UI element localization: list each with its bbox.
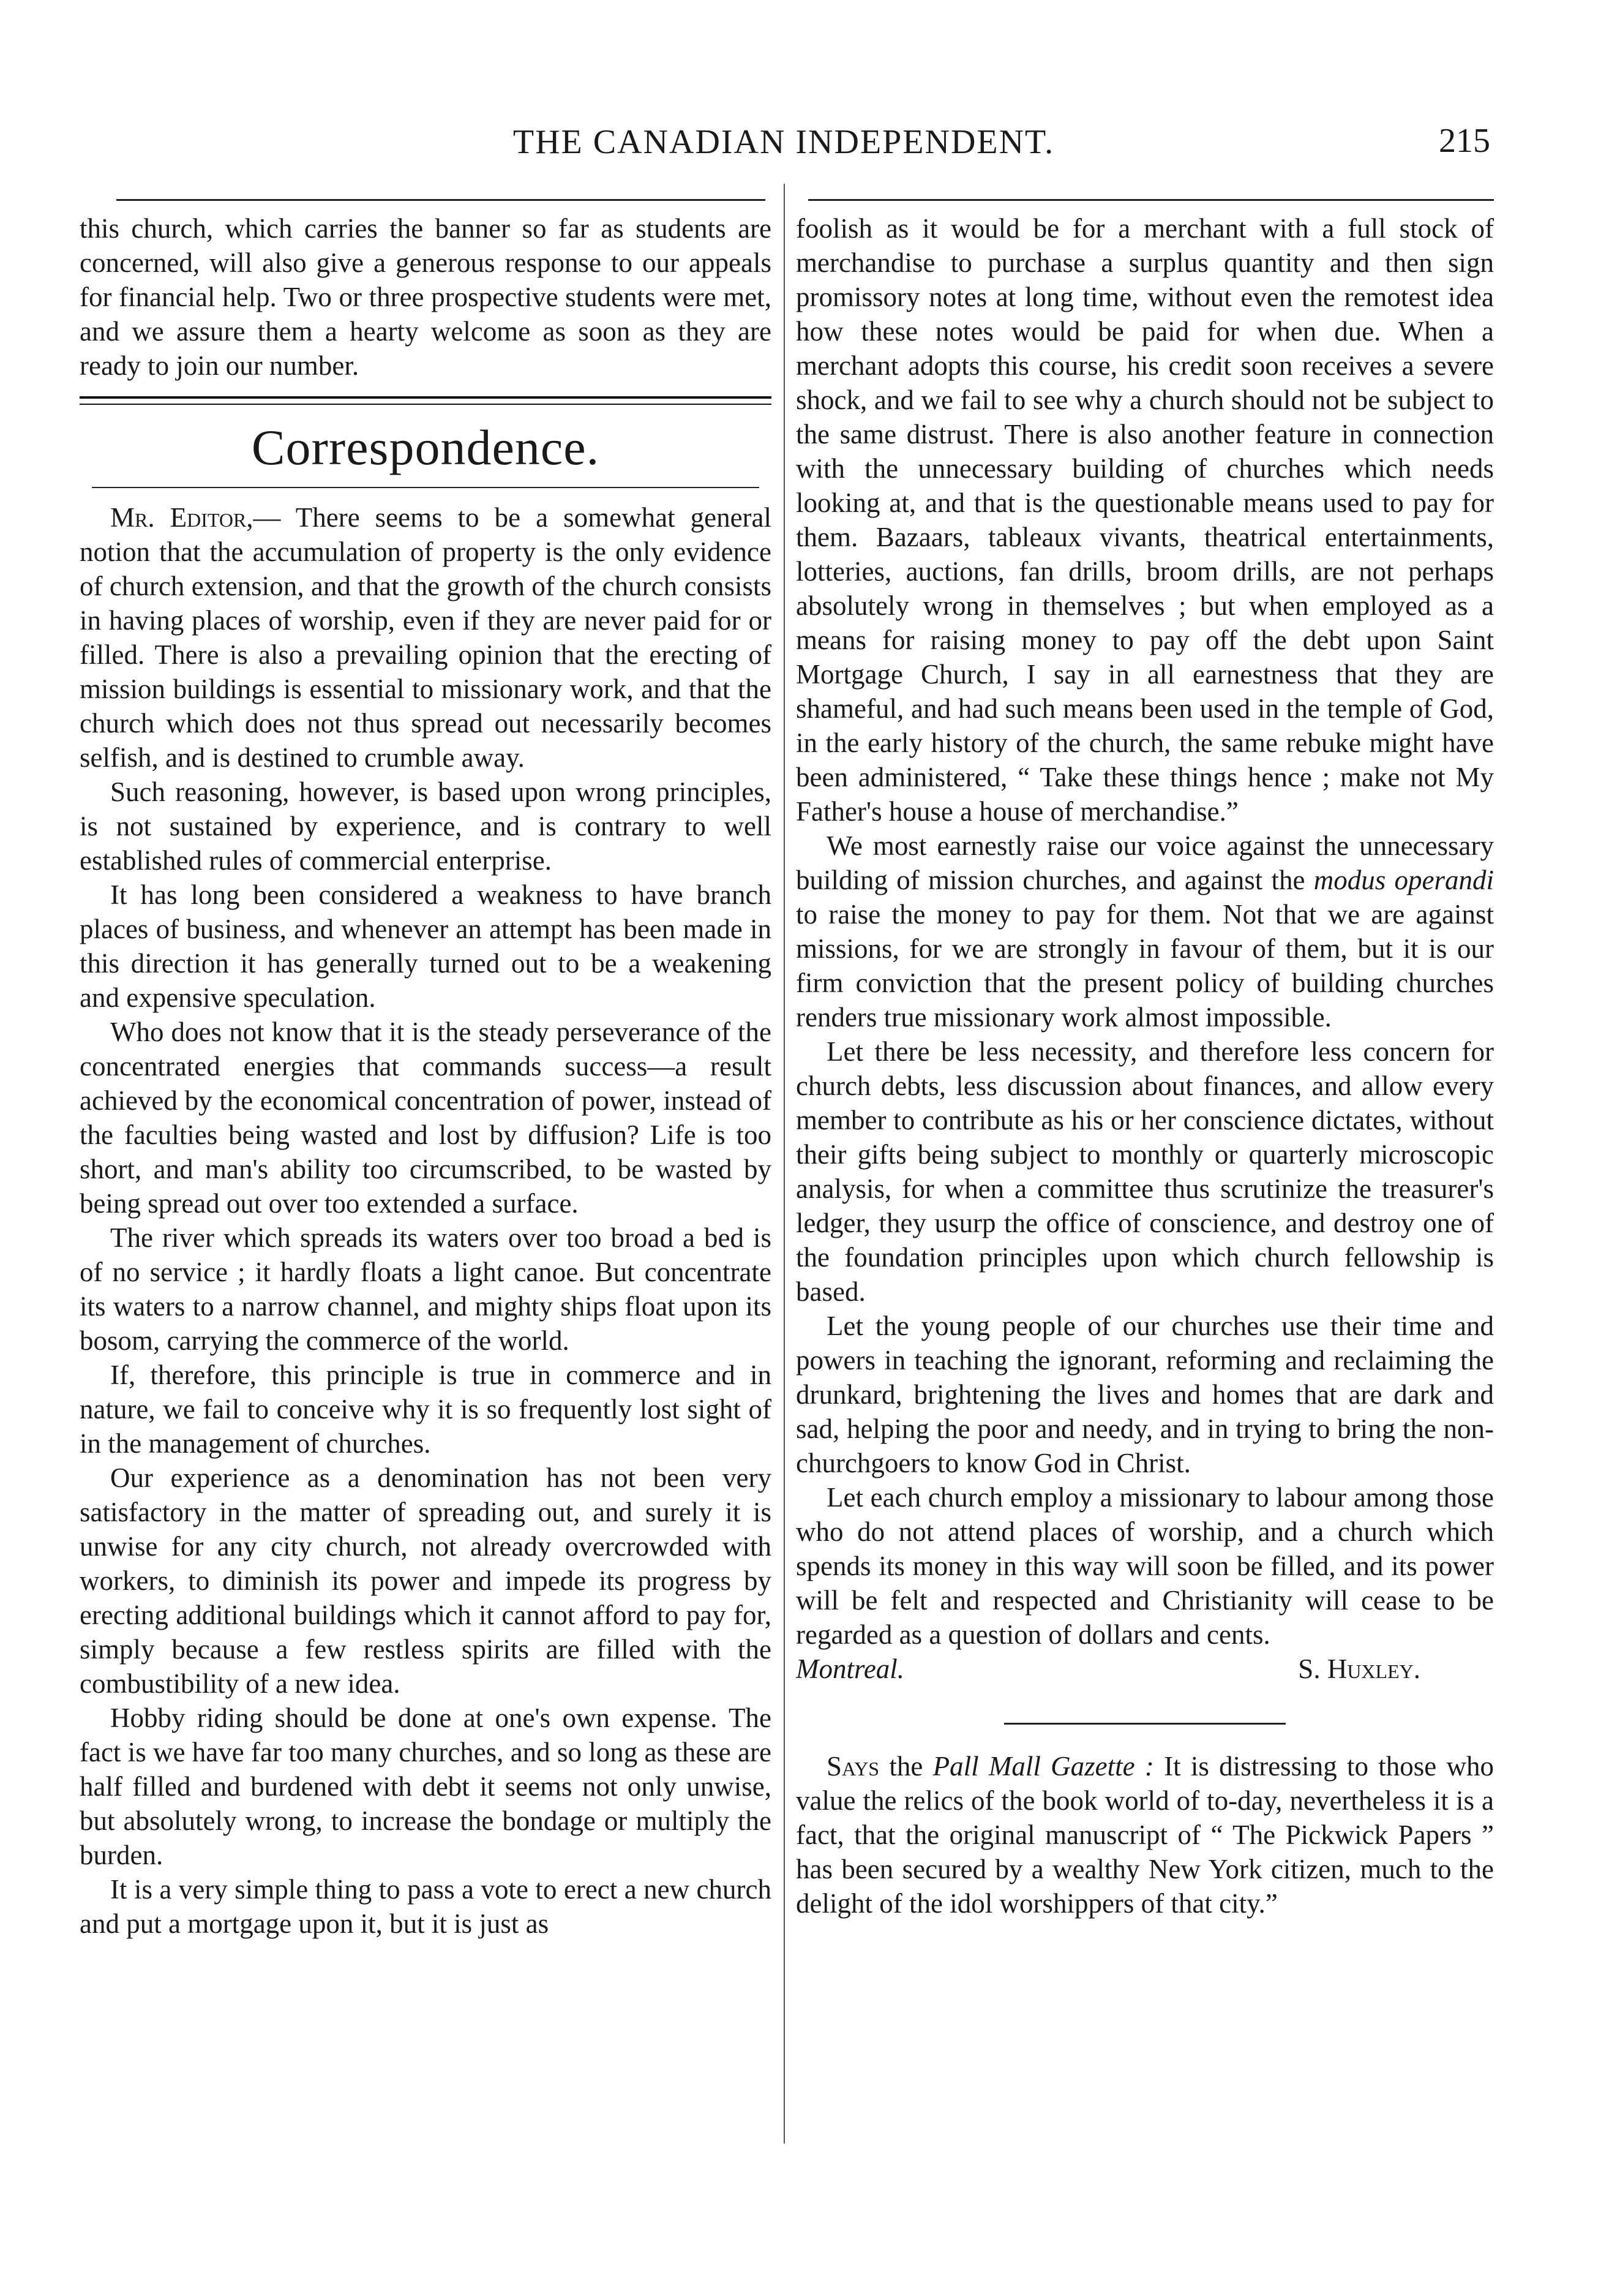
separator-rule xyxy=(1004,1723,1286,1725)
letter-paragraph-3: It has long been considered a weakness to have branch places of business, and whenever an attempt has been made in this direction it has generally turned out to be a weakening and expensive speculation. xyxy=(80,879,771,1013)
letter-paragraph-8: Hobby riding should be done at one's own expense. The fact is we have far too many churches, and so long as these are half filled and burdened with debt it seems not only unwise, but absolutely wrong, to increase the bondage or multiply the burden. xyxy=(80,1703,771,1870)
intro-paragraph: this church, which carries the banner so far as students are concerned, will also give a generous response to our appeals for financial help. Two or three prospective students were met, and we assure them a hearty welcome as soon as they are ready to join our number. xyxy=(80,213,771,381)
paragraph-missions-text-b: to raise the money to pay for them. Not that we are against missions, for we are strongly in favour of them, but it is our firm conviction that the present policy of building churches renders true missionary work almost impossible. xyxy=(796,899,1494,1033)
top-rule-right xyxy=(808,199,1494,201)
section-title: Correspondence. xyxy=(251,420,600,475)
letter-paragraph-5: The river which spreads its waters over too broad a bed is of no service ; it hardly floats a light canoe. But concentrate its waters to a narrow channel, and mighty ships float upon its bosom, carrying the commerce of the world. xyxy=(80,1222,771,1356)
section-double-rule xyxy=(80,396,771,405)
says-the: the xyxy=(879,1751,933,1782)
continued-paragraph: foolish as it would be for a merchant with a full stock of merchandise to purchase a surplus quantity and then sign promissory notes at long time, without even the remotest idea how these notes would be paid for when due. When a merchant adopts this course, his credit soon receives a severe shock, and we fail to see why a church should not be subject to the same distrust. There is also another feature in connection with the unnecessary building of churches which needs looking at, and that is the questionable means used to pay for them. Bazaars, tableaux vivants, theatrical entertainments, lotteries, auctions, fan drills, broom drills, are not perhaps absolutely wrong in themselves ; but when employed as a means for raising money to pay off the debt upon Saint Mortgage Church, I say in all earnestness that they are shameful, and had such means been used in the temple of God, in the early history of the church, the same rebuke might have been administered, “ Take these things hence ; make not My Father's house a house of merchandise.” xyxy=(796,213,1494,827)
pall-mall-item xyxy=(796,1749,1494,1921)
says-lead: Says xyxy=(827,1751,880,1782)
paragraph-young-people: Let the young people of our churches use their time and powers in teaching the ignorant, reforming and reclaiming the drunkard, brightening the lives and homes that are dark and sad, helping the poor and needy, and in trying to bring the non-churchgoers to know God in Christ. xyxy=(796,1311,1494,1478)
letter-paragraph-7: Our experience as a denomination has not been very satisfactory in the matter of spreading out, and surely it is unwise for any city church, not already overcrowded with workers, to diminish its power and impede its progress by erecting additional buildings which it cannot afford to pay for, simply because a few restless spirits are filled with the combustibility of a new idea. xyxy=(80,1462,771,1699)
column-divider xyxy=(784,184,785,2144)
letter-paragraph-9: It is a very simple thing to pass a vote to erect a new church and put a mortgage upon it, but it is just as xyxy=(80,1874,771,1939)
section-thin-rule xyxy=(92,487,759,488)
modus-operandi: modus operandi xyxy=(1313,865,1494,895)
signature: S. Huxley. xyxy=(1298,1654,1420,1684)
left-column xyxy=(80,211,771,1941)
right-column xyxy=(796,211,1494,1921)
page-number: 215 xyxy=(1439,122,1490,160)
paragraph-missions-text-a: We most earnestly raise our voice against the unnecessary building of mission churches, and against the xyxy=(796,830,1494,895)
letter-paragraph-6: If, therefore, this principle is true in commerce and in nature, we fail to conceive why it is so frequently lost sight of in the management of churches. xyxy=(80,1360,771,1459)
letter-paragraph-1 xyxy=(80,500,771,775)
paragraph-missions xyxy=(796,829,1494,1034)
paragraph-missionary-text: Let each church employ a missionary to labour among those who do not attend places of worship, and a church which spends its money in this way will soon be filled, and its power will be felt and respected and Christianity will cease to be regarded as a question of dollars and cents. xyxy=(796,1482,1494,1650)
salutation: Mr. Editor, xyxy=(110,502,253,533)
dateline-place: Montreal. xyxy=(796,1654,905,1684)
top-rule-left xyxy=(116,199,765,201)
paragraph-debts: Let there be less necessity, and therefore less concern for church debts, less discussion about finances, and allow every member to contribute as his or her conscience dictates, without their gifts being subject to monthly or quarterly microscopic analysis, for when a committee thus scrutinize the treasurer's ledger, they usurp the office of conscience, and destroy one of the foundation principles upon which church fellowship is based. xyxy=(796,1036,1494,1307)
letter-paragraph-2: Such reasoning, however, is based upon wrong principles, is not sustained by experience, and is contrary to well established rules of commercial enterprise. xyxy=(80,777,771,876)
paper-name: Pall Mall Gazette : xyxy=(932,1751,1154,1782)
running-head: THE CANADIAN INDEPENDENT. xyxy=(512,123,1055,161)
pall-mall-text: It is distressing to those who value the relics of the book world of to-day, nevertheless it is a fact, that the original manuscript of “ The Pickwick Papers ” has been secured by a wealthy New York citizen, much to the delight of the idol worshippers of that city.” xyxy=(796,1751,1494,1919)
letter-paragraph-4: Who does not know that it is the steady perseverance of the concentrated energies that commands success—a result achieved by the economical concentration of power, instead of the faculties being wasted and lost by diffusion? Life is too short, and man's ability too circumscribed, to be wasted by being spread out over too extended a surface. xyxy=(80,1017,771,1219)
letter-paragraph-1-text: — There seems to be a somewhat general notion that the accumulation of property is the only evidence of church extension, and that the growth of the church consists in having places of worship, even if they are never paid for or filled. There is also a prevailing opinion that the erecting of mission buildings is essential to missionary work, and that the church which does not thus spread out necessarily becomes selfish, and is destined to crumble away. xyxy=(80,502,771,773)
